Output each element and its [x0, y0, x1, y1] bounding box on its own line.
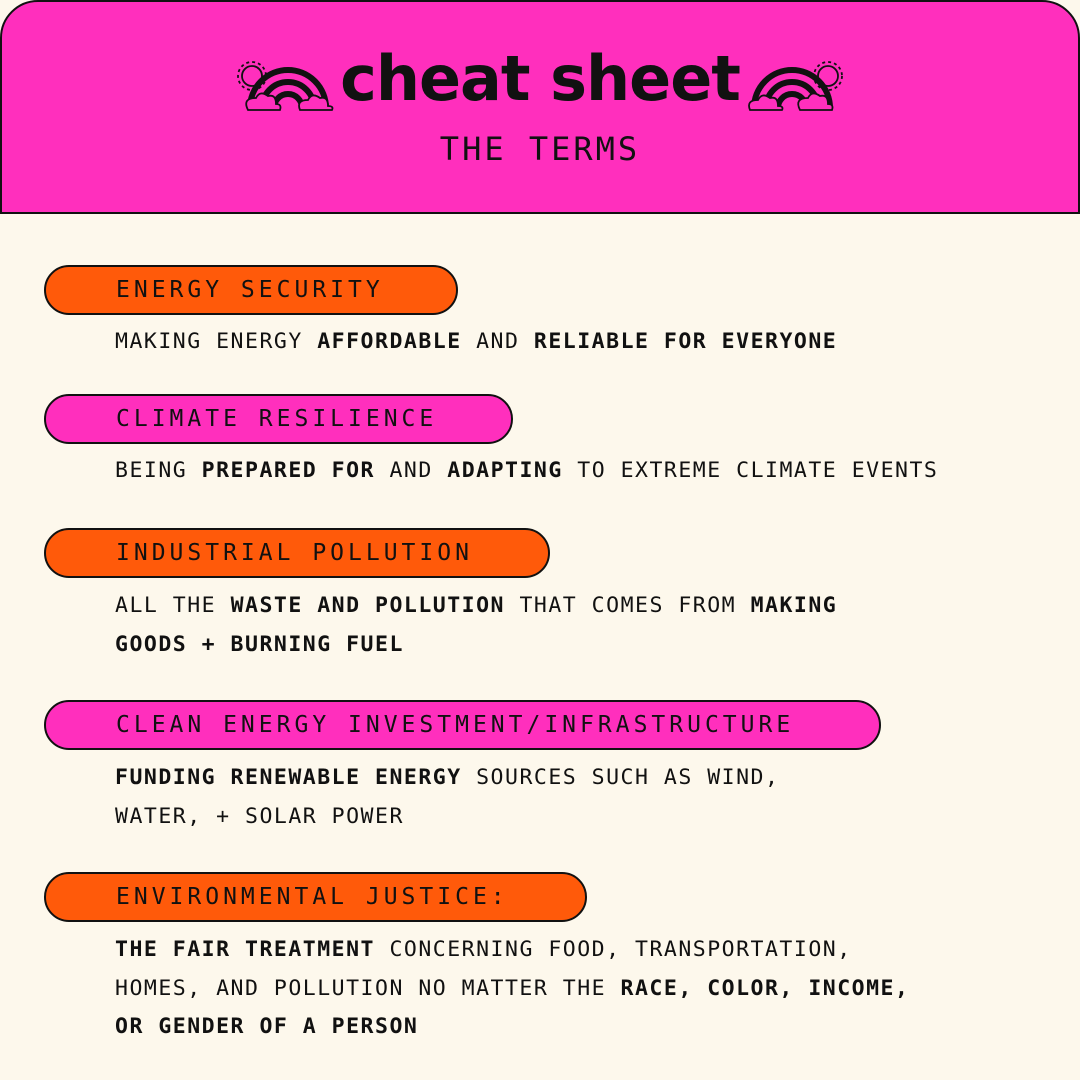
description-line — [115, 759, 1050, 798]
term-label — [44, 394, 513, 444]
plain-text: AND — [375, 458, 448, 483]
term-description — [115, 452, 1050, 491]
description-line — [115, 1008, 1050, 1047]
plain-text: MAKING ENERGY — [115, 329, 318, 354]
bold-text: OR GENDER OF A PERSON — [115, 1014, 419, 1039]
term-label — [44, 872, 587, 922]
description-line — [115, 587, 1050, 626]
bold-text: AFFORDABLE — [317, 329, 462, 354]
description-line — [115, 452, 1050, 491]
plain-text: WATER, + SOLAR POWER — [115, 803, 404, 829]
description-line — [115, 970, 1050, 1009]
page-subtitle: THE TERMS — [439, 130, 641, 168]
term-label-text: ENERGY SECURITY — [116, 277, 384, 303]
term-description — [115, 759, 1050, 836]
bold-text: GOODS + BURNING FUEL — [115, 631, 404, 657]
bold-text: WASTE AND POLLUTION — [230, 593, 506, 618]
term-description — [115, 323, 1050, 362]
plain-text: SOURCES SUCH AS WIND, — [461, 765, 780, 790]
description-line — [115, 626, 1050, 665]
term-label-text: CLEAN ENERGY INVESTMENT/INFRASTRUCTURE — [116, 712, 795, 738]
bold-text: RELIABLE FOR EVERYONE — [533, 329, 838, 354]
page-title: cheat sheet — [340, 42, 740, 115]
plain-text: ALL THE — [115, 593, 231, 618]
description-line — [115, 323, 1050, 362]
plain-text: AND — [461, 329, 534, 354]
plain-text: CONCERNING FOOD, TRANSPORTATION, — [375, 937, 852, 962]
bold-text: RACE, COLOR, INCOME, — [620, 975, 910, 1001]
term-label-text: CLIMATE RESILIENCE — [116, 406, 438, 432]
plain-text: TO EXTREME CLIMATE EVENTS — [562, 458, 939, 483]
term-description — [115, 587, 1050, 664]
rainbow-sun-cloud-icon — [735, 56, 850, 116]
plain-text: THAT COMES FROM — [505, 593, 751, 618]
plain-text: BEING — [115, 458, 202, 483]
term-label — [44, 265, 458, 315]
term-label — [44, 528, 550, 578]
description-line — [115, 931, 1050, 970]
plain-text: HOMES, AND POLLUTION NO MATTER THE — [115, 975, 621, 1001]
bold-text: MAKING — [750, 593, 838, 618]
term-description — [115, 931, 1050, 1047]
term-label-text: INDUSTRIAL POLLUTION — [116, 540, 473, 566]
term-label-text: ENVIRONMENTAL JUSTICE: — [116, 884, 509, 910]
bold-text: PREPARED FOR — [201, 458, 376, 483]
bold-text: FUNDING RENEWABLE ENERGY — [115, 765, 462, 790]
term-label — [44, 700, 881, 750]
bold-text: ADAPTING — [447, 458, 563, 483]
description-line — [115, 798, 1050, 837]
bold-text: THE FAIR TREATMENT — [115, 937, 375, 962]
